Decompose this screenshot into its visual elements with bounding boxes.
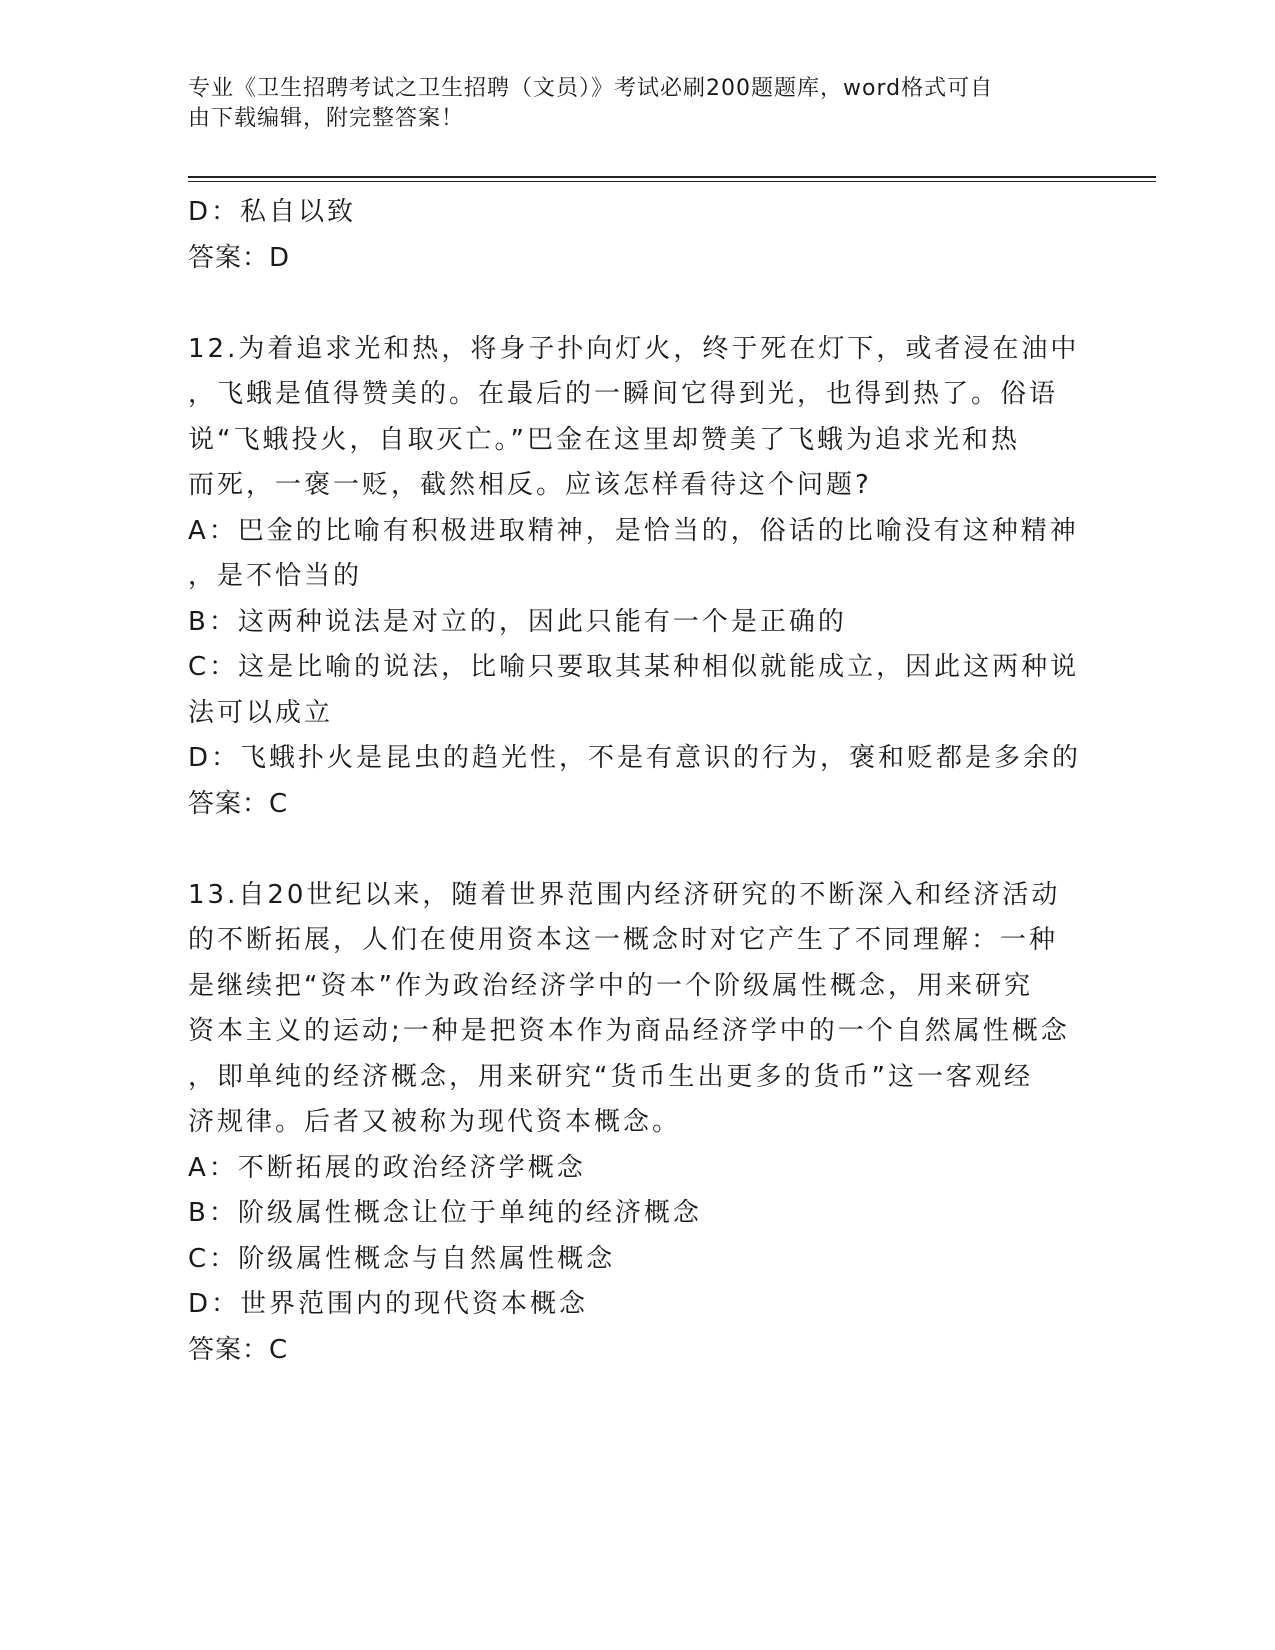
option-c: C：这是比喻的说法，比喻只要取其某种相似就能成立，因此这两种说 [188, 652, 1080, 682]
question-text-line: 济规律。后者又被称为现代资本概念。 [188, 1107, 682, 1137]
option-d: D：世界范围内的现代资本概念 [188, 1289, 589, 1319]
spacer [188, 281, 1088, 327]
header-line-1: 专业《卫生招聘考试之卫生招聘（文员）》考试必刷200题题库，word格式可自 [188, 76, 994, 101]
header-rule-thin [188, 181, 1156, 182]
spacer [188, 827, 1088, 873]
question-text-line: ，飞蛾是值得赞美的。在最后的一瞬间它得到光，也得到热了。俗语 [188, 379, 1059, 409]
question-text-line: ，即单纯的经济概念，用来研究“货币生出更多的货币”这一客观经 [188, 1061, 1033, 1092]
option-b: B：这两种说法是对立的，因此只能有一个是正确的 [188, 606, 847, 637]
question-12 [188, 327, 1088, 828]
header-rule-thick [188, 176, 1156, 178]
page-header [188, 74, 1068, 134]
option-a: A：不断拓展的政治经济学概念 [188, 1152, 586, 1183]
header-line-2: 由下载编辑，附完整答案！ [188, 106, 465, 131]
document-body [188, 190, 1088, 1373]
answer: 答案：D [188, 242, 291, 273]
question-text-line: 12.为着追求光和热，将身子扑向灯火，终于死在灯下，或者浸在油中 [188, 333, 1080, 364]
answer: 答案：C [188, 788, 289, 819]
option-c-cont: 法可以成立 [188, 697, 334, 728]
question-text-line: 说“飞蛾投火，自取灭亡。”巴金在这里却赞美了飞蛾为追求光和热 [188, 424, 1020, 455]
option-c: C：阶级属性概念与自然属性概念 [188, 1243, 616, 1274]
previous-question-tail [188, 190, 1088, 281]
option-a-cont: ，是不恰当的 [188, 561, 363, 591]
question-text-line: 13.自20世纪以来，随着世界范围内经济研究的不断深入和经济活动 [188, 879, 1061, 910]
question-text-line: 资本主义的运动;一种是把资本作为商品经济学中的一个自然属性概念 [188, 1016, 1070, 1046]
option-b: B：阶级属性概念让位于单纯的经济概念 [188, 1198, 702, 1228]
option-a: A：巴金的比喻有积极进取精神，是恰当的，俗话的比喻没有这种精神 [188, 515, 1079, 546]
question-text-line: 而死，一褒一贬，截然相反。应该怎样看待这个问题? [188, 470, 872, 500]
option-d: D：飞蛾扑火是昆虫的趋光性，不是有意识的行为，褒和贬都是多余的 [188, 743, 1082, 773]
question-text-line: 是继续把“资本”作为政治经济学中的一个阶级属性概念，用来研究 [188, 970, 1033, 1001]
option-d: D：私自以致 [188, 197, 357, 227]
question-text-line: 的不断拓展，人们在使用资本这一概念时对它产生了不同理解：一种 [188, 925, 1059, 955]
answer: 答案：C [188, 1334, 289, 1365]
question-13 [188, 873, 1088, 1374]
